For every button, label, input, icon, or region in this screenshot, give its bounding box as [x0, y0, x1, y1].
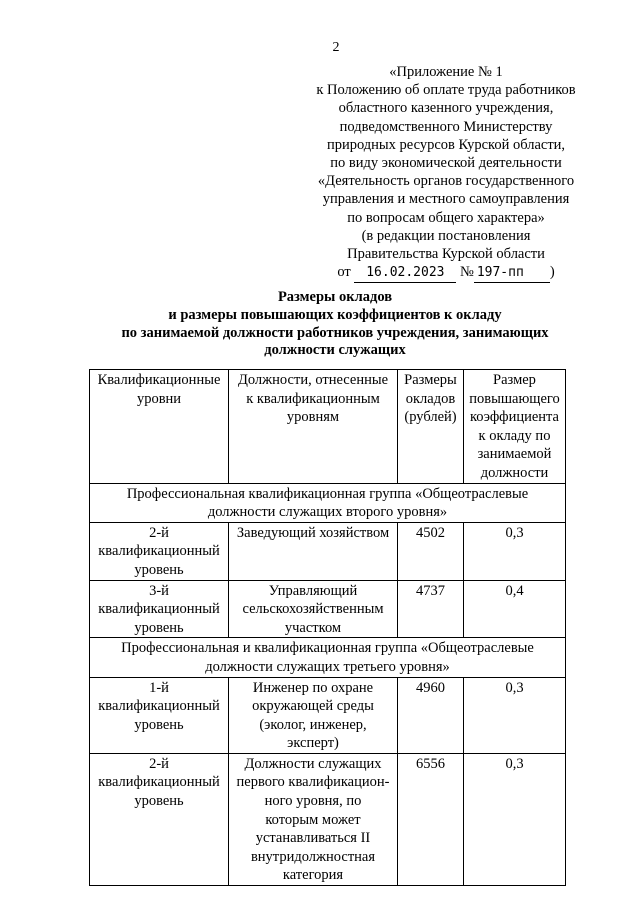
appendix-line: Правительства Курской области: [347, 246, 545, 263]
salary-table: [89, 369, 566, 886]
salary-cell: 4960: [398, 677, 464, 753]
title-line: Размеры окладов: [277, 289, 393, 305]
appendix-line: к Положению об оплате труда работников: [316, 82, 576, 99]
salary-cell: 4737: [398, 580, 464, 638]
page-number: 2: [332, 40, 340, 55]
registration-line: [296, 263, 596, 283]
level-cell: 2-й квалификационный уровень: [90, 522, 229, 580]
salary-cell: 6556: [398, 753, 464, 885]
position-cell: Заведующий хозяйством: [229, 522, 398, 580]
table-header-row: [90, 370, 566, 484]
appendix-line: по виду экономической деятельности: [330, 155, 562, 172]
table-row: [90, 677, 566, 753]
group-row: [90, 483, 566, 522]
level-cell: 3-й квалификационный уровень: [90, 580, 229, 638]
header-positions: Должности, отнесенные к квалификационным уровням: [229, 370, 398, 484]
position-cell: Управляющий сельскохозяйственным участком: [229, 580, 398, 638]
appendix-line: «Приложение № 1: [389, 64, 503, 80]
coefficient-cell: 0,3: [464, 522, 566, 580]
table-row: [90, 753, 566, 885]
appendix-line: подведомственного Министерству: [339, 118, 553, 135]
group-row: [90, 638, 566, 677]
appendix-line: «Деятельность органов государственного: [317, 173, 575, 190]
appendix-line: областного казенного учреждения,: [338, 100, 554, 117]
group-title: Профессиональная и квалификационная группа «Общеотраслевые должности служащих третьего уровня»: [90, 638, 566, 677]
date-prefix: от: [337, 264, 351, 281]
header-levels: Квалификационные уровни: [90, 370, 229, 484]
title-line: и размеры повышающих коэффициентов к окладу: [168, 306, 502, 323]
coefficient-cell: 0,4: [464, 580, 566, 638]
title-line: по занимаемой должности работников учреждения, занимающих: [121, 324, 549, 341]
appendix-line: управления и местного самоуправления: [322, 191, 570, 208]
number-prefix: №: [459, 264, 474, 281]
table-row: [90, 580, 566, 638]
salary-cell: 4502: [398, 522, 464, 580]
header-coefficient: Размер повышающего коэффициента к окладу по занимаемой должности: [464, 370, 566, 484]
close-paren: ): [549, 264, 555, 281]
appendix-line: природных ресурсов Курской области,: [326, 136, 566, 153]
coefficient-cell: 0,3: [464, 753, 566, 885]
registration-number: 197-пп: [474, 264, 550, 283]
level-cell: 2-й квалификационный уровень: [90, 753, 229, 885]
title-line: должности служащих: [264, 342, 406, 359]
header-salary: Размеры окладов (рублей): [398, 370, 464, 484]
registration-date: 16.02.2023: [354, 264, 456, 283]
group-title: Профессиональная квалификационная группа «Общеотраслевые должности служащих второго уровня»: [90, 483, 566, 522]
document-title: [60, 289, 610, 360]
appendix-header: [296, 63, 596, 283]
coefficient-cell: 0,3: [464, 677, 566, 753]
position-cell: Инженер по охране окружающей среды (эколог, инженер, эксперт): [229, 677, 398, 753]
level-cell: 1-й квалификационный уровень: [90, 677, 229, 753]
position-cell: Должности служащих первого квалификацион- ного уровня, по которым может устанавливаться II внутридолжностная категория: [229, 753, 398, 885]
appendix-line: (в редакции постановления: [361, 227, 531, 244]
table-row: [90, 522, 566, 580]
appendix-line: по вопросам общего характера»: [347, 209, 545, 226]
